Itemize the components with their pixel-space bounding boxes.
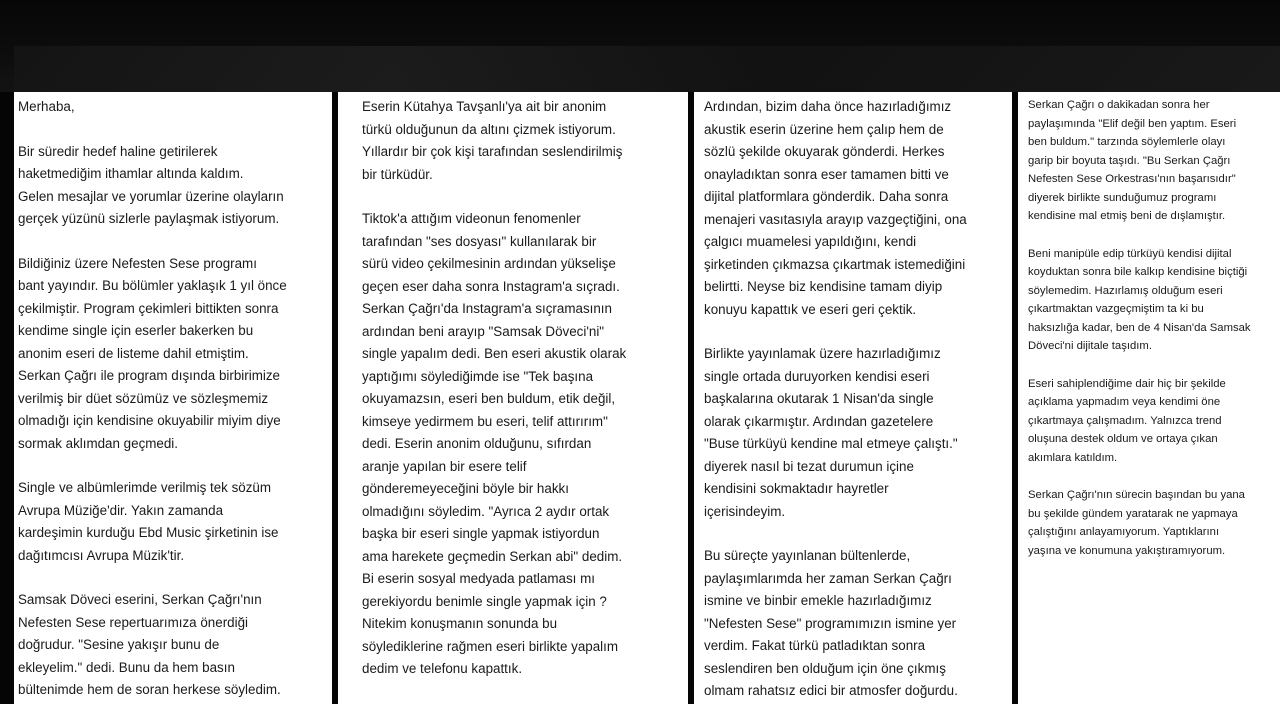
text-line: menajeri vasıtasıyla arayıp vazgeçtiğini, ona	[704, 211, 967, 227]
text-line: ardından beni arayıp "Samsak Döveci'ni"	[362, 323, 605, 339]
text-line: Beni manipüle edip türküyü kendisi dijital	[1028, 247, 1232, 260]
text-line: Döveci'ni dijitale taşıdım.	[1028, 340, 1152, 352]
statement-paragraph	[1028, 375, 1280, 468]
statement-paragraph	[18, 589, 330, 702]
text-line: single yapalım dedi. Ben eseri akustik olarak	[362, 346, 627, 361]
text-line: Bildiğiniz üzere Nefesten Sese programı	[18, 255, 257, 271]
text-line: şirketinden çıkmazsa çıkartmak istemediğini	[704, 256, 966, 272]
text-line: Bu süreçte yayınlanan bültenlerde,	[704, 548, 911, 563]
text-line: ama harekete geçmedin Serkan abi" dedim.	[362, 548, 623, 564]
text-line: Tiktok'a attığım videonun fenomenler	[362, 211, 581, 226]
text-line: Serkan Çağrı ile program dışında birbirimize	[18, 368, 280, 383]
text-line: garip bir boyuta taşıdı. "Bu Serkan Çağrı	[1028, 154, 1231, 167]
text-line: başka bir eseri single yapmak istiyordun	[362, 526, 600, 541]
text-line: dijital platformlara gönderdik. Daha sonra	[704, 189, 949, 204]
text-line: Nitekim konuşmanın sonunda bu	[362, 616, 558, 631]
text-line: türkü olduğunun da altını çizmek istiyorum.	[362, 121, 616, 137]
statement-paragraph	[1028, 486, 1280, 560]
text-line: single ortada duruyorken kendisi eseri	[704, 368, 930, 384]
text-line: belirtti. Neyse biz kendisine tamam diyip	[704, 279, 943, 294]
text-line: gönderemeyeceğini böyle bir hakkı	[362, 481, 569, 496]
statement-page-1	[14, 92, 332, 704]
text-line: olmam rahatsız edici bir atmosfer doğurdu.	[704, 683, 958, 698]
text-line: bu şekilde gündem yaratarak ne yapmaya	[1028, 507, 1238, 520]
text-line: sözlü şekilde okuyarak gönderdi. Herkes	[704, 144, 945, 159]
text-line: sürü video çekilmesinin ardından yükselişe	[362, 256, 616, 271]
statement-paragraph	[704, 545, 1010, 703]
text-line: paylaşımında "Elif değil ben yaptım. Eseri	[1028, 117, 1237, 130]
text-line: bültenimde hem de soran herkese söyledim.	[18, 682, 281, 697]
blurred-header-strip	[14, 46, 1280, 92]
text-line: Bir süredir hedef haline getirilerek	[18, 143, 218, 159]
text-line: sormak aklımdan geçmedi.	[18, 435, 179, 451]
statement-paragraph	[362, 96, 686, 186]
text-line: Serkan Çağrı o dakikadan sonra her	[1028, 99, 1210, 111]
statement-page-2	[338, 92, 688, 704]
statement-paragraph	[362, 208, 686, 681]
text-line: doğrudur. "Sesine yakışır bunu de	[18, 637, 220, 652]
text-line: onayladıktan sonra eser tamamen bitti ve	[704, 166, 949, 182]
text-line: Yıllardır bir çok kişi tarafından seslendirilmiş	[362, 144, 623, 159]
text-line: haketmediğim ithamlar altında kaldım.	[18, 166, 244, 181]
text-line: dedi. Eserin anonim olduğunu, sıfırdan	[362, 436, 592, 451]
text-line: kendime single için eserler bakerken bu	[18, 323, 254, 338]
text-line: dağıtımcısı Avrupa Müzik'tir.	[18, 547, 185, 563]
statement-paragraph	[18, 253, 330, 456]
text-line: açıklama yapmadım veya kendimi öne	[1028, 396, 1221, 408]
text-line: geçen eser daha sonra Instagram'a sıçradı.	[362, 278, 620, 294]
text-line: ismine ve binbir emekle hazırladığımız	[704, 593, 932, 608]
statement-paragraph	[704, 96, 1010, 321]
text-line: "Buse türküyü kendine mal etmeye çalıştı."	[704, 436, 958, 451]
text-line: olmadığı için kendisine okuyabilir miyim diye	[18, 413, 281, 428]
text-line: içerisindeyim.	[704, 503, 786, 519]
text-line: bir türküdür.	[362, 166, 433, 182]
text-line: gerekiyordu benimle single yapmak için ?	[362, 593, 607, 609]
text-line: kendisini sokmaktadır hayretler	[704, 481, 889, 496]
text-line: çalgıcı muamelesi yapıldığını, kendi	[704, 234, 917, 249]
statement-page-4	[1018, 92, 1280, 704]
text-line: "Nefesten Sese" programımızın ismine yer	[704, 615, 957, 631]
text-line: verdim. Fakat türkü patladıktan sonra	[704, 638, 926, 653]
text-line: çalıştığını anlayamıyorum. Yaptıklarını	[1028, 526, 1220, 538]
text-line: çıkartmaya çalışmadım. Yalnızca trend	[1028, 414, 1222, 427]
text-line: okuyamazsın, eseri ben buldum, etik değil,	[362, 391, 616, 406]
text-line: Serkan Çağrı'da Instagram'a sıçramasının	[362, 301, 612, 316]
text-line: olmadığını söyledim. "Ayrıca 2 aydır ortak	[362, 503, 610, 519]
text-line: Serkan Çağrı'nın sürecin başından bu yana	[1028, 489, 1245, 501]
text-line: Eserin Kütahya Tavşanlı'ya ait bir anonim	[362, 99, 607, 114]
text-line: konuyu kapattık ve eseri geri çektik.	[704, 301, 917, 317]
text-line: diyerek nasıl bi tezat durumun içine	[704, 458, 914, 474]
text-line: Ardından, bizim daha önce hazırladığımız	[704, 99, 952, 114]
text-line: kimseye yedirmem bu eseri, telif attırırım"	[362, 413, 608, 429]
statement-page-3	[694, 92, 1012, 704]
statement-paragraph	[1028, 245, 1280, 356]
text-line: çıkartmaktan vazgeçmiştim ta ki bu	[1028, 303, 1204, 315]
text-line: yaptığımı söylediğimde ise "Tek başına	[362, 368, 594, 384]
text-line: koyduktan sonra bile kalkıp kendisine biçtiği	[1028, 266, 1248, 278]
text-line: Bi eserin sosyal medyada patlaması mı	[362, 571, 595, 586]
statement-paragraph	[704, 343, 1010, 523]
text-line: dedim ve telefonu kapattık.	[362, 661, 523, 676]
text-line: Samsak Döveci eserini, Serkan Çağrı'nın	[18, 592, 262, 607]
text-line: Birlikte yayınlamak üzere hazırladığımız	[704, 346, 941, 361]
text-line: yaşına ve konumuna yakıştıramıyorum.	[1028, 544, 1226, 557]
text-line: söylemedim. Hazırlamış olduğum eseri	[1028, 284, 1223, 297]
text-line: diyerek birlikte sunduğumuz programı	[1028, 191, 1217, 204]
text-line: Merhaba,	[18, 99, 75, 114]
statement-paragraph	[18, 141, 330, 231]
text-line: gerçek yüzünü sizlerle paylaşmak istiyorum.	[18, 211, 280, 226]
text-line: bant yayındır. Bu bölümler yaklaşık 1 yıl önce	[18, 278, 287, 293]
statement-paragraph	[18, 96, 330, 119]
text-line: anonim eseri de listeme dahil etmiştim.	[18, 345, 249, 361]
text-line: Eseri sahiplendiğime dair hiç bir şekilde	[1028, 377, 1226, 390]
text-line: Nefesten Sese repertuarımıza önerdiği	[18, 614, 248, 630]
text-line: tarafından "ses dosyası" kullanılarak bir	[362, 233, 597, 249]
text-line: paylaşımlarımda her zaman Serkan Çağrı	[704, 570, 952, 586]
text-line: ekleyelim." dedi. Bunu da hem basın	[18, 659, 235, 675]
text-line: kendisine mal etmiş beni de dışlamıştır.	[1028, 210, 1226, 222]
text-line: olarak çıkarmıştır. Ardından gazetelere	[704, 413, 934, 429]
text-line: Gelen mesajlar ve yorumlar üzerine olayların	[18, 188, 284, 204]
text-line: akımlara katıldım.	[1028, 451, 1118, 464]
text-line: Nefesten Sese Orkestrası'nın başarısıdır"	[1028, 173, 1236, 185]
text-line: haksızlığa kadar, ben de 4 Nisan'da Samsak	[1028, 321, 1251, 334]
text-line: aranje yapılan bir esere telif	[362, 458, 527, 474]
text-line: kardeşimin kurduğu Ebd Music şirketinin ise	[18, 525, 279, 540]
text-line: başkalarına okutarak 1 Nisan'da single	[704, 391, 934, 406]
statement-paragraph	[1028, 96, 1280, 226]
text-line: verilmiş bir düet sözümüz ve sözleşmemiz	[18, 390, 269, 406]
text-line: akustik eserin üzerine hem çalıp hem de	[704, 121, 944, 137]
text-line: Avrupa Müziğe'dir. Yakın zamanda	[18, 502, 224, 518]
text-line: söylediklerine rağmen eseri birlikte yapalım	[362, 638, 619, 654]
statement-paragraph	[18, 477, 330, 567]
text-line: seslendiren ben olduğum için öne çıkmış	[704, 660, 946, 676]
text-line: Single ve albümlerimde verilmiş tek sözüm	[18, 480, 272, 495]
text-line: oluşuna destek oldum ve ortaya çıkan	[1028, 433, 1218, 445]
text-line: ben buldum." tarzında söylemlerle olayı	[1028, 136, 1226, 148]
text-line: çekilmiştir. Program çekimleri bittikten sonra	[18, 300, 279, 316]
